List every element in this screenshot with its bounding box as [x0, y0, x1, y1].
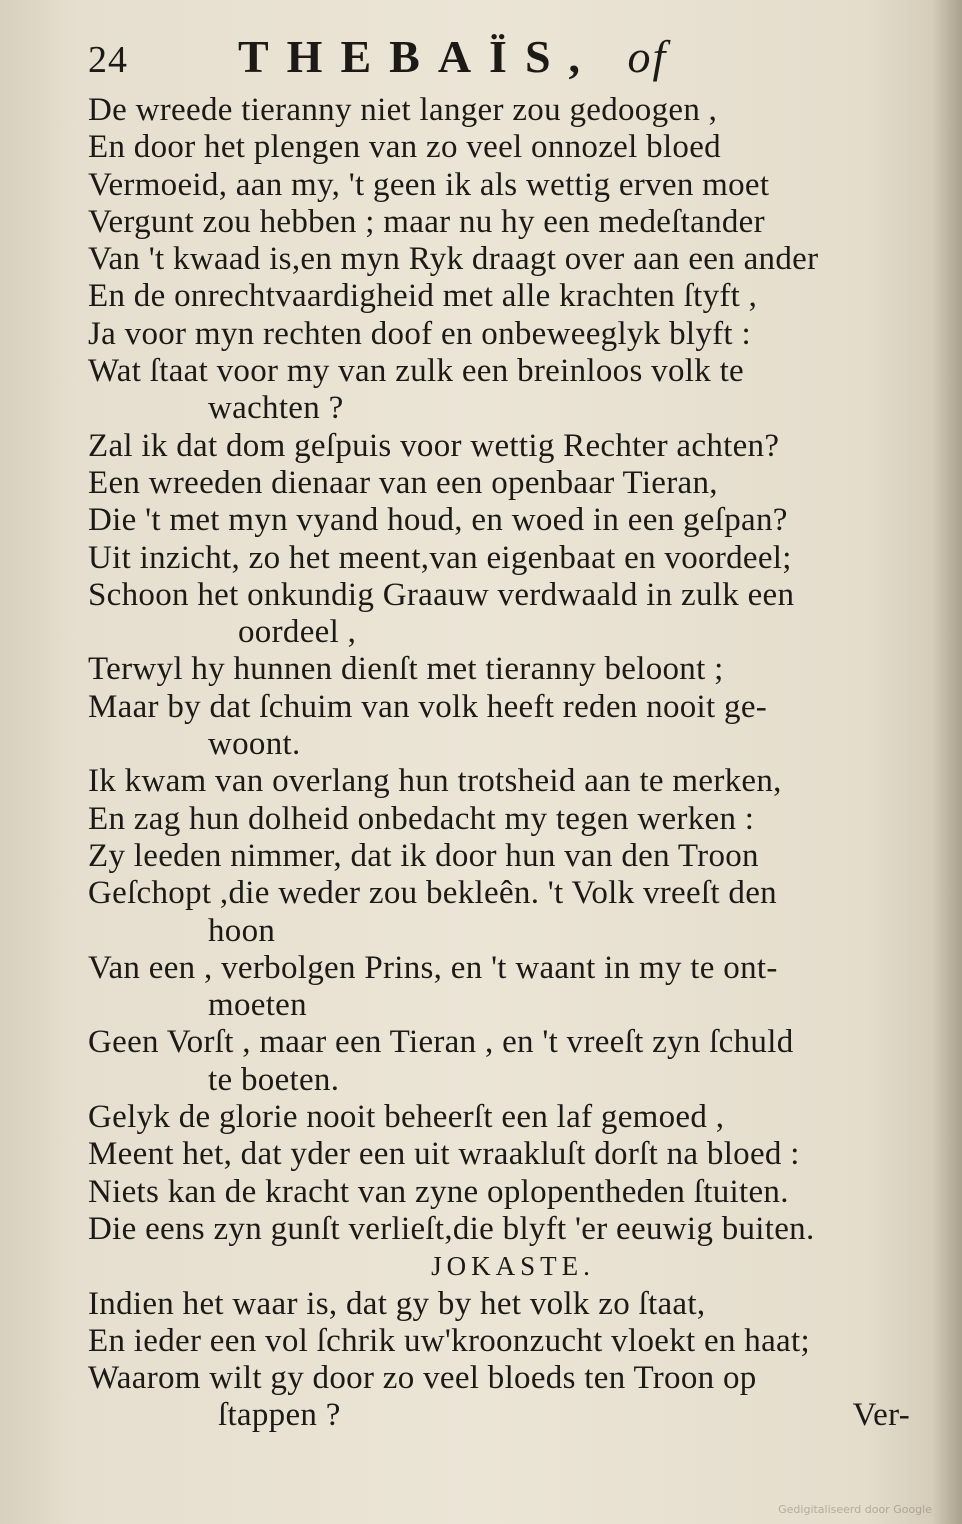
verse-line: Zy leeden nimmer, dat ik door hun van den Troon [88, 837, 759, 874]
verse-line: Ja voor myn rechten doof en onbeweeglyk blyft : [88, 315, 751, 352]
verse-line: Zal ik dat dom geſpuis voor wettig Rechter achten? [88, 427, 780, 464]
page-number: 24 [88, 39, 128, 81]
verse-line: Geſchopt ,die weder zou bekleên. 't Volk vreeſt den [88, 875, 777, 912]
verse-line: Wat ſtaat voor my van zulk een breinloos volk te [88, 353, 744, 390]
verse-line: Die eens zyn gunſt verlieſt,die blyft 'er eeuwig buiten. [88, 1210, 815, 1247]
verse-line: Gelyk de glorie nooit beheerſt een laf gemoed , [88, 1099, 725, 1136]
verse-line-continuation: oordeel , [238, 614, 357, 651]
page-shadow [932, 0, 962, 1524]
verse-line-continuation: te boeten. [208, 1061, 340, 1098]
digitization-watermark: Gedigitaliseerd door Google [778, 1503, 932, 1516]
speaker-heading: JOKASTE. [431, 1251, 595, 1282]
verse-line: Vergunt zou hebben ; maar nu hy een medeſtander [88, 203, 765, 240]
verse-line: Ik kwam van overlang hun trotsheid aan te merken, [88, 763, 782, 800]
running-title-main: THEBAÏS, [238, 31, 599, 82]
running-title [238, 30, 667, 83]
verse-line: Waarom wilt gy door zo veel bloeds ten Troon op [88, 1360, 757, 1397]
verse-line: En door het plengen van zo veel onnozel bloed [88, 129, 721, 166]
verse-line-continuation: ſtappen ? [218, 1397, 341, 1434]
verse-line: Van een , verbolgen Prins, en 't waant in my te ont- [88, 949, 778, 986]
verse-line: Terwyl hy hunnen dienſt met tieranny beloont ; [88, 651, 724, 688]
verse-line: Meent het, dat yder een uit wraakluſt dorſt na bloed : [88, 1136, 800, 1173]
verse-line: Maar by dat ſchuim van volk heeft reden nooit ge- [88, 688, 768, 725]
verse-line: Geen Vorſt , maar een Tieran , en 't vreeſt zyn ſchuld [88, 1024, 794, 1061]
verse-line: Die 't met myn vyand houd, en woed in een geſpan? [88, 502, 788, 539]
verse-line: Indien het waar is, dat gy by het volk zo ſtaat, [88, 1285, 706, 1322]
catchword: Ver- [852, 1397, 910, 1434]
final-line-row [88, 1397, 918, 1434]
verse-line: Van 't kwaad is,en myn Ryk draagt over aan een ander [88, 241, 819, 278]
verse-line: En ieder een vol ſchrik uw'kroonzucht vloekt en haat; [88, 1322, 810, 1359]
verse-line: Een wreeden dienaar van een openbaar Tieran, [88, 464, 718, 501]
verse-line: Schoon het onkundig Graauw verdwaald in zulk een [88, 576, 795, 613]
running-header [88, 30, 918, 92]
verse-line: Niets kan de kracht van zyne oplopentheden ſtuiten. [88, 1173, 789, 1210]
running-title-suffix: of [627, 31, 668, 82]
verse-line: En de onrechtvaardigheid met alle krachten ſtyft , [88, 278, 758, 315]
verse-line: En zag hun dolheid onbedacht my tegen werken : [88, 800, 755, 837]
verse-line: Uit inzicht, zo het meent,van eigenbaat en voordeel; [88, 539, 792, 576]
verse-line-continuation: woont. [208, 726, 301, 763]
text-block [88, 30, 918, 1435]
verse-line: Vermoeid, aan my, 't geen ik als wettig erven moet [88, 166, 770, 203]
verse-line-continuation: hoon [208, 912, 276, 949]
verse-line-continuation: wachten ? [208, 390, 344, 427]
verse-line: De wreede tieranny niet langer zou gedoogen , [88, 92, 718, 128]
verse-line-continuation: moeten [208, 987, 307, 1024]
